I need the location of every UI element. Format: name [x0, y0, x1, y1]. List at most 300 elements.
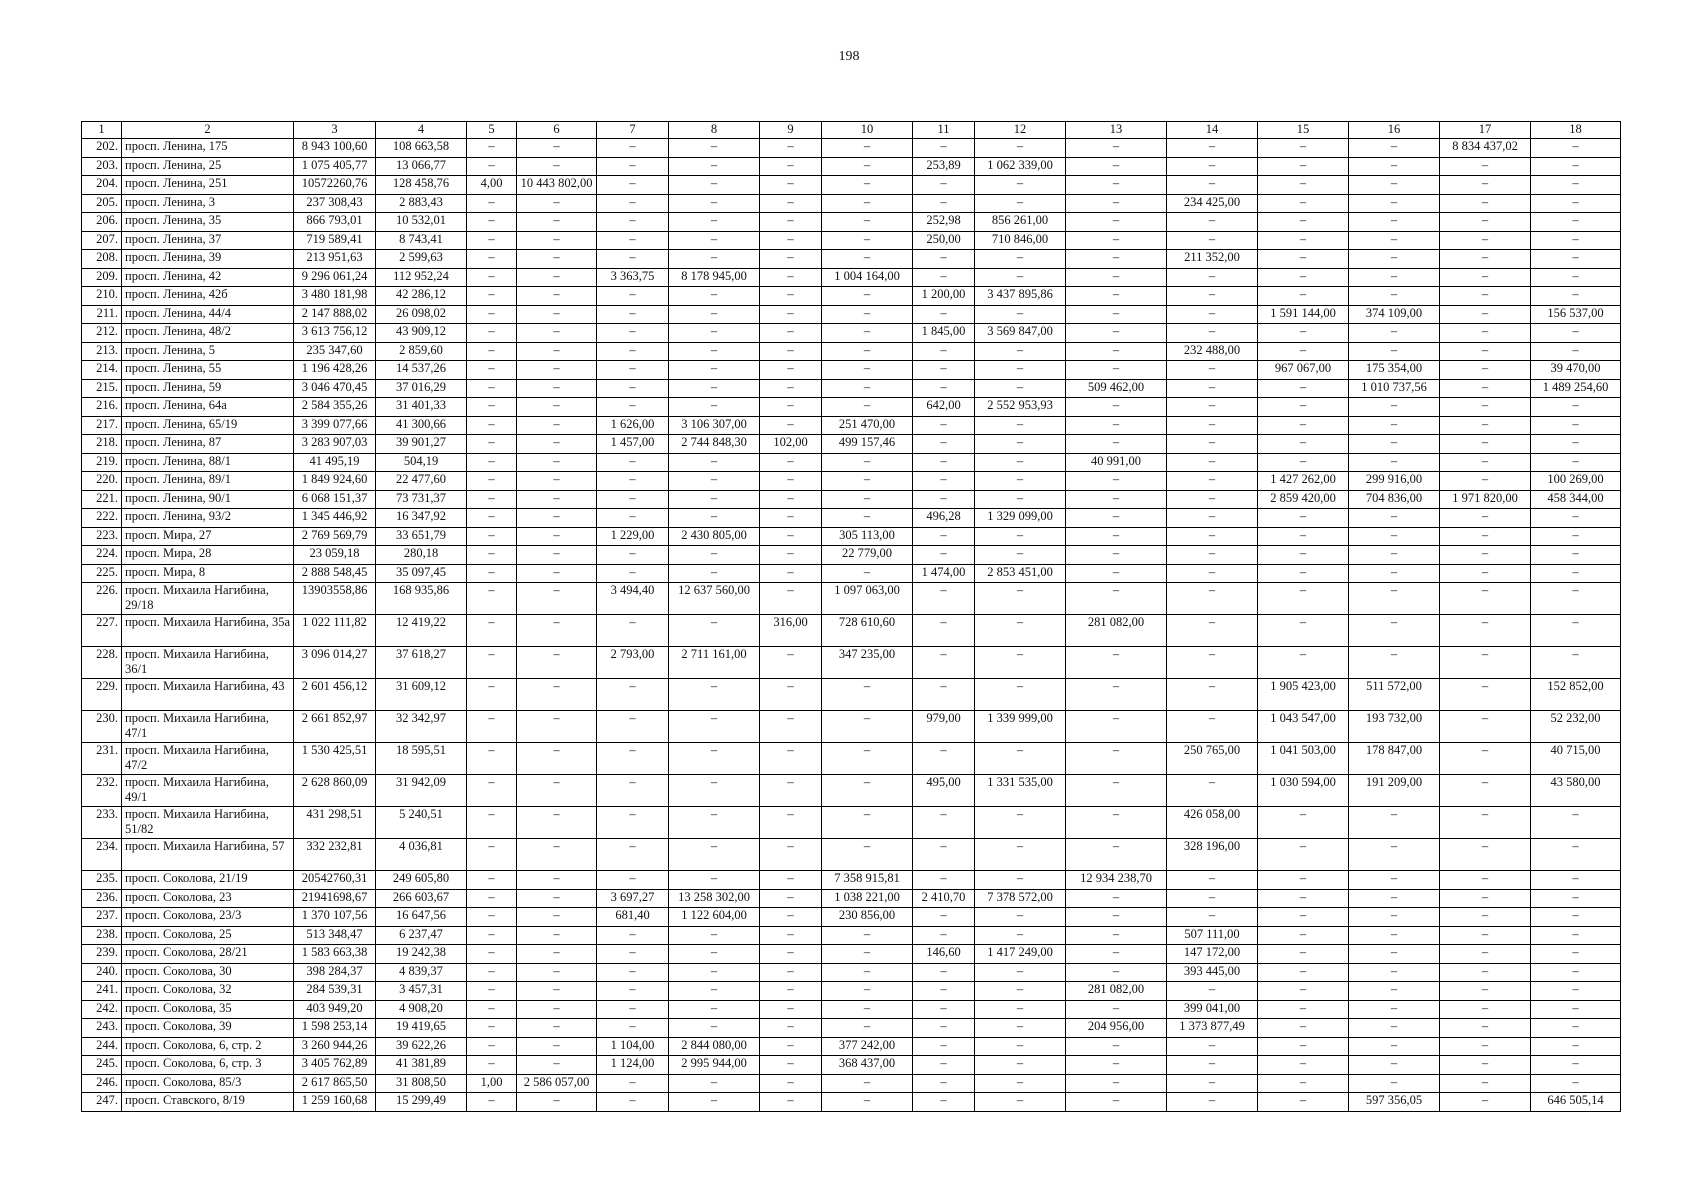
- value-cell: –: [975, 1074, 1066, 1093]
- value-cell: 1 041 503,00: [1258, 743, 1349, 775]
- cost-cell: 39 622,26: [376, 1037, 467, 1056]
- total-cell: 3 399 077,66: [294, 416, 376, 435]
- column-header-12: 12: [975, 122, 1066, 139]
- value-cell: –: [597, 743, 669, 775]
- cost-cell: 108 663,58: [376, 139, 467, 158]
- value-cell: –: [1531, 287, 1621, 306]
- row-number: 240.: [82, 963, 122, 982]
- value-cell: –: [1531, 157, 1621, 176]
- value-cell: 299 916,00: [1349, 472, 1440, 491]
- value-cell: –: [1531, 615, 1621, 647]
- value-cell: –: [597, 453, 669, 472]
- value-cell: –: [913, 1000, 975, 1019]
- value-cell: –: [467, 287, 517, 306]
- table-row: [82, 453, 1621, 472]
- value-cell: –: [597, 982, 669, 1001]
- value-cell: –: [467, 324, 517, 343]
- value-cell: 13 258 302,00: [669, 889, 760, 908]
- value-cell: –: [467, 342, 517, 361]
- value-cell: –: [1349, 1000, 1440, 1019]
- value-cell: –: [913, 379, 975, 398]
- value-cell: 3 106 307,00: [669, 416, 760, 435]
- value-cell: 251 470,00: [822, 416, 913, 435]
- value-cell: –: [517, 1019, 597, 1038]
- value-cell: –: [1531, 807, 1621, 839]
- address-cell: просп. Соколова, 39: [122, 1019, 294, 1038]
- value-cell: –: [1349, 1074, 1440, 1093]
- value-cell: 2 995 944,00: [669, 1056, 760, 1075]
- value-cell: –: [669, 324, 760, 343]
- value-cell: 175 354,00: [1349, 361, 1440, 380]
- cost-cell: 4 036,81: [376, 839, 467, 871]
- total-cell: 284 539,31: [294, 982, 376, 1001]
- value-cell: –: [760, 324, 822, 343]
- value-cell: –: [669, 1093, 760, 1112]
- value-cell: –: [760, 711, 822, 743]
- value-cell: –: [467, 379, 517, 398]
- value-cell: –: [467, 871, 517, 890]
- value-cell: 3 363,75: [597, 268, 669, 287]
- value-cell: –: [1440, 871, 1531, 890]
- value-cell: –: [597, 379, 669, 398]
- column-header-1: 1: [82, 122, 122, 139]
- value-cell: –: [1440, 807, 1531, 839]
- value-cell: 704 836,00: [1349, 490, 1440, 509]
- value-cell: –: [1167, 490, 1258, 509]
- row-number: 221.: [82, 490, 122, 509]
- table-row: [82, 490, 1621, 509]
- value-cell: –: [760, 1074, 822, 1093]
- value-cell: –: [822, 324, 913, 343]
- value-cell: –: [822, 945, 913, 964]
- value-cell: –: [1066, 839, 1167, 871]
- value-cell: –: [1258, 963, 1349, 982]
- value-cell: –: [467, 1037, 517, 1056]
- value-cell: –: [1440, 453, 1531, 472]
- row-number: 205.: [82, 194, 122, 213]
- total-cell: 1 530 425,51: [294, 743, 376, 775]
- value-cell: –: [1167, 324, 1258, 343]
- value-cell: –: [1167, 139, 1258, 158]
- cost-cell: 41 300,66: [376, 416, 467, 435]
- value-cell: –: [1066, 1037, 1167, 1056]
- value-cell: 3 697,27: [597, 889, 669, 908]
- address-cell: просп. Михаила Нагибина, 51/82: [122, 807, 294, 839]
- value-cell: –: [760, 231, 822, 250]
- total-cell: 3 096 014,27: [294, 647, 376, 679]
- value-cell: 347 235,00: [822, 647, 913, 679]
- row-number: 219.: [82, 453, 122, 472]
- value-cell: –: [975, 268, 1066, 287]
- value-cell: –: [517, 250, 597, 269]
- value-cell: –: [760, 361, 822, 380]
- value-cell: –: [1167, 775, 1258, 807]
- value-cell: –: [760, 453, 822, 472]
- column-header-16: 16: [1349, 122, 1440, 139]
- value-cell: –: [467, 908, 517, 927]
- value-cell: –: [760, 157, 822, 176]
- value-cell: –: [467, 647, 517, 679]
- total-cell: 1 022 111,82: [294, 615, 376, 647]
- value-cell: –: [1531, 250, 1621, 269]
- cost-cell: 168 935,86: [376, 583, 467, 615]
- value-cell: –: [1167, 908, 1258, 927]
- value-cell: –: [822, 472, 913, 491]
- value-cell: –: [517, 908, 597, 927]
- value-cell: –: [975, 982, 1066, 1001]
- total-cell: 2 617 865,50: [294, 1074, 376, 1093]
- value-cell: 399 041,00: [1167, 1000, 1258, 1019]
- value-cell: –: [1167, 416, 1258, 435]
- value-cell: –: [1440, 176, 1531, 195]
- value-cell: –: [467, 963, 517, 982]
- address-cell: просп. Соколова, 35: [122, 1000, 294, 1019]
- value-cell: 156 537,00: [1531, 305, 1621, 324]
- value-cell: –: [669, 926, 760, 945]
- table-row: [82, 647, 1621, 679]
- value-cell: 178 847,00: [1349, 743, 1440, 775]
- value-cell: 1 038 221,00: [822, 889, 913, 908]
- value-cell: 646 505,14: [1531, 1093, 1621, 1112]
- value-cell: –: [1066, 176, 1167, 195]
- value-cell: –: [1349, 416, 1440, 435]
- address-cell: просп. Ленина, 87: [122, 435, 294, 454]
- value-cell: –: [467, 527, 517, 546]
- value-cell: –: [597, 231, 669, 250]
- value-cell: 52 232,00: [1531, 711, 1621, 743]
- value-cell: –: [669, 379, 760, 398]
- value-cell: –: [669, 305, 760, 324]
- value-cell: –: [669, 679, 760, 711]
- total-cell: 213 951,63: [294, 250, 376, 269]
- value-cell: –: [975, 416, 1066, 435]
- value-cell: –: [517, 453, 597, 472]
- column-header-11: 11: [913, 122, 975, 139]
- value-cell: –: [467, 1093, 517, 1112]
- value-cell: –: [1349, 615, 1440, 647]
- table-row: [82, 231, 1621, 250]
- value-cell: –: [1258, 945, 1349, 964]
- value-cell: –: [467, 926, 517, 945]
- value-cell: –: [1531, 342, 1621, 361]
- column-header-13: 13: [1066, 122, 1167, 139]
- value-cell: –: [975, 194, 1066, 213]
- row-number: 226.: [82, 583, 122, 615]
- value-cell: –: [1066, 194, 1167, 213]
- total-cell: 398 284,37: [294, 963, 376, 982]
- value-cell: –: [1440, 564, 1531, 583]
- table-row: [82, 871, 1621, 890]
- value-cell: –: [517, 231, 597, 250]
- value-cell: –: [1066, 268, 1167, 287]
- cost-cell: 37 016,29: [376, 379, 467, 398]
- value-cell: 1 427 262,00: [1258, 472, 1349, 491]
- total-cell: 1 598 253,14: [294, 1019, 376, 1038]
- value-cell: –: [1440, 711, 1531, 743]
- value-cell: –: [760, 287, 822, 306]
- value-cell: –: [1349, 839, 1440, 871]
- value-cell: –: [760, 305, 822, 324]
- value-cell: –: [1531, 889, 1621, 908]
- value-cell: –: [1167, 615, 1258, 647]
- value-cell: –: [760, 945, 822, 964]
- value-cell: –: [1440, 1000, 1531, 1019]
- value-cell: –: [822, 231, 913, 250]
- value-cell: –: [517, 963, 597, 982]
- value-cell: –: [517, 564, 597, 583]
- value-cell: –: [1258, 1037, 1349, 1056]
- value-cell: –: [517, 1093, 597, 1112]
- value-cell: –: [1531, 139, 1621, 158]
- total-cell: 23 059,18: [294, 546, 376, 565]
- value-cell: –: [822, 509, 913, 528]
- value-cell: –: [975, 342, 1066, 361]
- value-cell: –: [467, 472, 517, 491]
- value-cell: –: [517, 1037, 597, 1056]
- total-cell: 9 296 061,24: [294, 268, 376, 287]
- row-number: 203.: [82, 157, 122, 176]
- value-cell: 2 853 451,00: [975, 564, 1066, 583]
- value-cell: –: [822, 194, 913, 213]
- address-cell: просп. Соколова, 28/21: [122, 945, 294, 964]
- value-cell: –: [517, 839, 597, 871]
- value-cell: –: [669, 1000, 760, 1019]
- address-cell: просп. Ленина, 93/2: [122, 509, 294, 528]
- value-cell: –: [760, 490, 822, 509]
- value-cell: 1 626,00: [597, 416, 669, 435]
- value-cell: –: [1167, 527, 1258, 546]
- value-cell: –: [1349, 194, 1440, 213]
- value-cell: –: [1349, 527, 1440, 546]
- value-cell: –: [975, 139, 1066, 158]
- value-cell: –: [1349, 871, 1440, 890]
- value-cell: –: [975, 435, 1066, 454]
- value-cell: –: [975, 1093, 1066, 1112]
- value-cell: –: [467, 490, 517, 509]
- value-cell: –: [517, 379, 597, 398]
- value-cell: –: [669, 398, 760, 417]
- value-cell: 496,28: [913, 509, 975, 528]
- value-cell: 100 269,00: [1531, 472, 1621, 491]
- value-cell: 250 765,00: [1167, 743, 1258, 775]
- value-cell: –: [1167, 268, 1258, 287]
- value-cell: 12 934 238,70: [1066, 871, 1167, 890]
- value-cell: 1 030 594,00: [1258, 775, 1349, 807]
- value-cell: –: [467, 807, 517, 839]
- row-number: 232.: [82, 775, 122, 807]
- value-cell: –: [517, 472, 597, 491]
- value-cell: –: [913, 472, 975, 491]
- value-cell: –: [517, 647, 597, 679]
- value-cell: –: [975, 453, 1066, 472]
- table-row: [82, 1093, 1621, 1112]
- table-row: [82, 398, 1621, 417]
- value-cell: –: [517, 615, 597, 647]
- table-row: [82, 509, 1621, 528]
- value-cell: –: [913, 268, 975, 287]
- value-cell: –: [1066, 305, 1167, 324]
- value-cell: –: [975, 963, 1066, 982]
- table-row: [82, 546, 1621, 565]
- value-cell: –: [669, 213, 760, 232]
- cost-cell: 43 909,12: [376, 324, 467, 343]
- address-cell: просп. Мира, 27: [122, 527, 294, 546]
- value-cell: –: [1440, 268, 1531, 287]
- value-cell: –: [822, 1000, 913, 1019]
- value-cell: 3 494,40: [597, 583, 669, 615]
- table-row: [82, 839, 1621, 871]
- value-cell: –: [975, 615, 1066, 647]
- cost-cell: 13 066,77: [376, 157, 467, 176]
- value-cell: –: [1258, 231, 1349, 250]
- table-row: [82, 963, 1621, 982]
- value-cell: 1 062 339,00: [975, 157, 1066, 176]
- value-cell: –: [913, 982, 975, 1001]
- value-cell: –: [669, 807, 760, 839]
- total-cell: 2 147 888,02: [294, 305, 376, 324]
- cost-cell: 39 901,27: [376, 435, 467, 454]
- value-cell: –: [760, 564, 822, 583]
- value-cell: –: [669, 945, 760, 964]
- value-cell: –: [975, 305, 1066, 324]
- value-cell: –: [597, 839, 669, 871]
- value-cell: –: [597, 287, 669, 306]
- value-cell: –: [1258, 342, 1349, 361]
- value-cell: –: [1440, 1093, 1531, 1112]
- value-cell: –: [913, 926, 975, 945]
- value-cell: –: [467, 583, 517, 615]
- value-cell: –: [913, 453, 975, 472]
- value-cell: –: [597, 564, 669, 583]
- value-cell: 8 834 437,02: [1440, 139, 1531, 158]
- total-cell: 2 661 852,97: [294, 711, 376, 743]
- value-cell: –: [913, 342, 975, 361]
- value-cell: –: [1349, 453, 1440, 472]
- value-cell: –: [1167, 361, 1258, 380]
- value-cell: –: [1531, 1056, 1621, 1075]
- value-cell: 253,89: [913, 157, 975, 176]
- row-number: 236.: [82, 889, 122, 908]
- value-cell: 507 111,00: [1167, 926, 1258, 945]
- value-cell: –: [517, 398, 597, 417]
- address-cell: просп. Соколова, 21/19: [122, 871, 294, 890]
- value-cell: 856 261,00: [975, 213, 1066, 232]
- value-cell: –: [669, 139, 760, 158]
- value-cell: –: [1258, 398, 1349, 417]
- value-cell: –: [975, 546, 1066, 565]
- value-cell: –: [517, 1000, 597, 1019]
- value-cell: 499 157,46: [822, 435, 913, 454]
- total-cell: 332 232,81: [294, 839, 376, 871]
- value-cell: –: [1440, 342, 1531, 361]
- value-cell: –: [597, 871, 669, 890]
- value-cell: –: [975, 839, 1066, 871]
- value-cell: –: [517, 926, 597, 945]
- value-cell: –: [669, 157, 760, 176]
- value-cell: –: [975, 679, 1066, 711]
- row-number: 229.: [82, 679, 122, 711]
- value-cell: –: [1349, 982, 1440, 1001]
- row-number: 224.: [82, 546, 122, 565]
- value-cell: –: [822, 564, 913, 583]
- value-cell: –: [913, 1019, 975, 1038]
- value-cell: –: [975, 807, 1066, 839]
- value-cell: 39 470,00: [1531, 361, 1621, 380]
- cost-cell: 266 603,67: [376, 889, 467, 908]
- value-cell: –: [1167, 647, 1258, 679]
- value-cell: –: [1349, 398, 1440, 417]
- value-cell: –: [1349, 324, 1440, 343]
- value-cell: 234 425,00: [1167, 194, 1258, 213]
- table-row: [82, 194, 1621, 213]
- value-cell: –: [597, 679, 669, 711]
- total-cell: 2 769 569,79: [294, 527, 376, 546]
- table-body: [82, 139, 1621, 1112]
- row-number: 207.: [82, 231, 122, 250]
- table-row: [82, 1000, 1621, 1019]
- table-row: [82, 889, 1621, 908]
- row-number: 217.: [82, 416, 122, 435]
- address-cell: просп. Соколова, 6, стр. 3: [122, 1056, 294, 1075]
- row-number: 234.: [82, 839, 122, 871]
- value-cell: –: [760, 889, 822, 908]
- value-cell: –: [517, 342, 597, 361]
- cost-cell: 19 242,38: [376, 945, 467, 964]
- cost-cell: 31 808,50: [376, 1074, 467, 1093]
- value-cell: –: [669, 963, 760, 982]
- value-cell: –: [975, 527, 1066, 546]
- total-cell: 2 584 355,26: [294, 398, 376, 417]
- value-cell: –: [760, 871, 822, 890]
- table-row: [82, 435, 1621, 454]
- cost-cell: 41 381,89: [376, 1056, 467, 1075]
- column-header-14: 14: [1167, 122, 1258, 139]
- value-cell: –: [517, 490, 597, 509]
- value-cell: –: [669, 250, 760, 269]
- value-cell: –: [1440, 615, 1531, 647]
- value-cell: –: [597, 213, 669, 232]
- value-cell: –: [1349, 1056, 1440, 1075]
- value-cell: 1 043 547,00: [1258, 711, 1349, 743]
- value-cell: –: [1167, 1037, 1258, 1056]
- value-cell: 642,00: [913, 398, 975, 417]
- cost-cell: 6 237,47: [376, 926, 467, 945]
- value-cell: 967 067,00: [1258, 361, 1349, 380]
- row-number: 235.: [82, 871, 122, 890]
- value-cell: –: [517, 743, 597, 775]
- value-cell: –: [669, 564, 760, 583]
- value-cell: –: [1167, 546, 1258, 565]
- value-cell: –: [1440, 287, 1531, 306]
- value-cell: 1 591 144,00: [1258, 305, 1349, 324]
- value-cell: –: [1167, 157, 1258, 176]
- value-cell: –: [1531, 416, 1621, 435]
- value-cell: –: [760, 647, 822, 679]
- cost-cell: 504,19: [376, 453, 467, 472]
- address-cell: просп. Ленина, 251: [122, 176, 294, 195]
- value-cell: 393 445,00: [1167, 963, 1258, 982]
- value-cell: –: [467, 564, 517, 583]
- value-cell: –: [1258, 807, 1349, 839]
- value-cell: –: [597, 963, 669, 982]
- value-cell: –: [1258, 908, 1349, 927]
- value-cell: –: [1066, 527, 1167, 546]
- value-cell: –: [760, 1037, 822, 1056]
- value-cell: –: [822, 361, 913, 380]
- value-cell: –: [1167, 176, 1258, 195]
- value-cell: –: [1066, 546, 1167, 565]
- value-cell: 102,00: [760, 435, 822, 454]
